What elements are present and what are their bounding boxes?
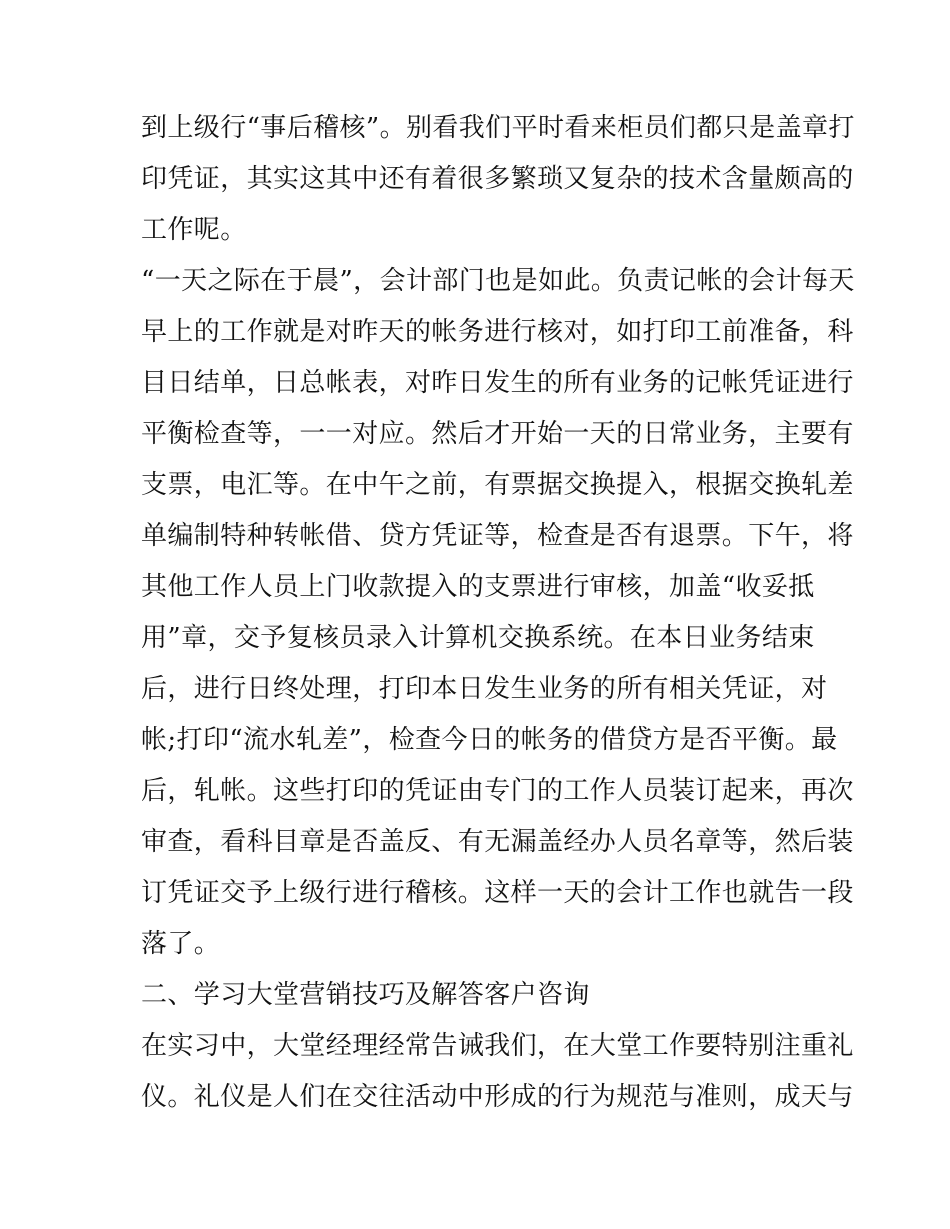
text-line: 平衡检查等，一一对应。然后才开始一天的日常业务，主要有 bbox=[141, 419, 854, 449]
section-heading: 二、学习大堂营销技巧及解答客户咨询 bbox=[141, 980, 590, 1010]
text-line: 后，轧帐。这些打印的凭证由专门的工作人员装订起来，再次 bbox=[141, 776, 854, 806]
text-line: 后，进行日终处理，打印本日发生业务的所有相关凭证，对 bbox=[141, 674, 828, 704]
text-line: 到上级行“事后稽核”。别看我们平时看来柜员们都只是盖章打 bbox=[141, 113, 855, 143]
text-line: 帐;打印“流水轧差”，检查今日的帐务的借贷方是否平衡。最 bbox=[141, 725, 838, 755]
text-line: 支票，电汇等。在中午之前，有票据交换提入，根据交换轧差 bbox=[141, 470, 854, 500]
text-line: 目日结单，日总帐表，对昨日发生的所有业务的记帐凭证进行 bbox=[141, 368, 854, 398]
text-line: “一天之际在于晨”，会计部门也是如此。负责记帐的会计每天 bbox=[141, 266, 855, 296]
text-line: 订凭证交予上级行进行稽核。这样一天的会计工作也就告一段 bbox=[141, 878, 854, 908]
text-line: 在实习中，大堂经理经常告诫我们，在大堂工作要特别注重礼 bbox=[141, 1031, 854, 1061]
text-line: 工作呢。 bbox=[141, 215, 247, 245]
text-line: 仪。礼仪是人们在交往活动中形成的行为规范与准则，成天与 bbox=[141, 1082, 854, 1112]
text-line: 单编制特种转帐借、贷方凭证等，检查是否有退票。下午，将 bbox=[141, 521, 854, 551]
text-line: 早上的工作就是对昨天的帐务进行核对，如打印工前准备，科 bbox=[141, 317, 854, 347]
text-line: 审查，看科目章是否盖反、有无漏盖经办人员名章等，然后装 bbox=[141, 827, 854, 857]
text-line: 其他工作人员上门收款提入的支票进行审核，加盖“收妥抵 bbox=[141, 572, 815, 602]
text-line: 落了。 bbox=[141, 929, 221, 959]
text-line: 印凭证，其实这其中还有着很多繁琐又复杂的技术含量颇高的 bbox=[141, 164, 854, 194]
text-line: 用”章，交予复核员录入计算机交换系统。在本日业务结束 bbox=[141, 623, 815, 653]
